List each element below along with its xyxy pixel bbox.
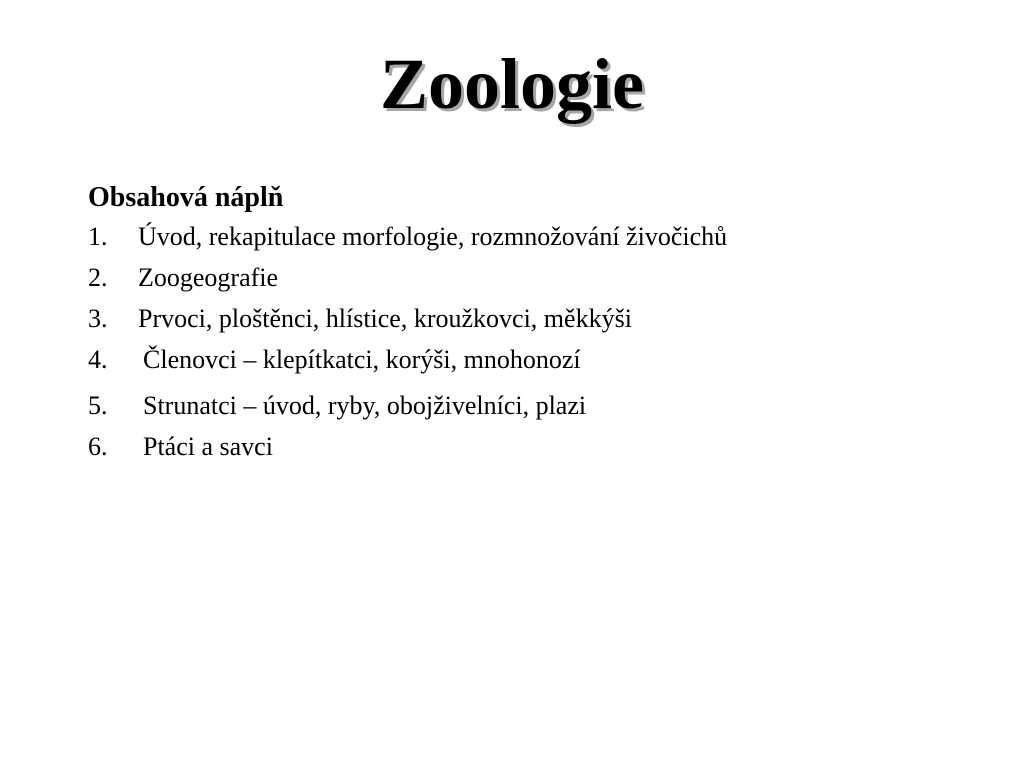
list-item-number: 6. [88,432,108,461]
list-item-text: Ptáci a savci [143,432,273,461]
topic-list [88,222,968,462]
list-item-number: 2. [88,263,108,292]
list-item-text: Zoogeografie [138,263,279,292]
list-item-number: 3. [88,304,108,333]
list-item [88,304,968,334]
list-item [88,391,968,421]
list-item [88,263,968,293]
list-item-text: Členovci – klepítkatci, korýši, mnohonozí [143,345,581,374]
list-item-number: 1. [88,222,108,251]
list-item-number: 5. [88,391,108,420]
list-item-text: Prvoci, ploštěnci, hlístice, kroužkovci, měkkýši [138,304,632,333]
list-item-number: 4. [88,345,108,374]
list-item-text: Strunatci – úvod, ryby, obojživelníci, plazi [143,391,587,420]
list-item-text: Úvod, rekapitulace morfologie, rozmnožování živočichů [138,222,728,251]
list-item [88,432,968,462]
list-item [88,222,968,252]
content-subheading: Obsahová náplň [88,182,284,213]
list-item [88,345,968,375]
slide-content [88,180,968,473]
slide-title: Zoologie [380,44,644,124]
